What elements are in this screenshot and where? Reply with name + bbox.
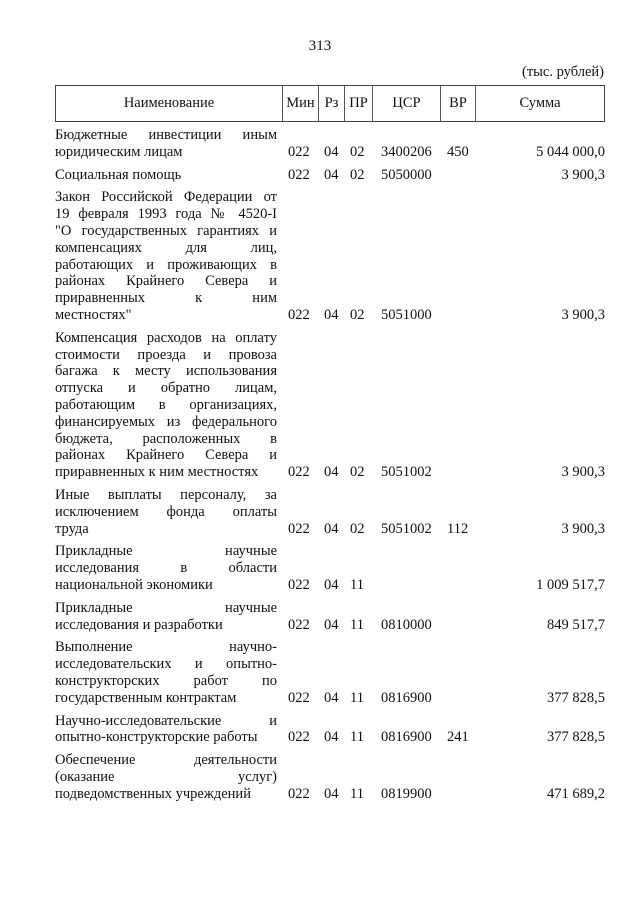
row-rz: 04 [324,689,339,706]
row-vr: 112 [447,520,469,537]
row-name-line: подведомственных учреждений [55,785,251,802]
units-label: (тыс. рублей) [522,64,604,80]
header-rz: Рз [319,86,345,121]
row-name-line: отпуска и обратно лицам, [55,380,277,397]
row-rz: 04 [324,464,339,481]
header-sum: Сумма [519,95,561,111]
row-min: 022 [288,464,310,481]
row-sum: 471 689,2 [547,785,605,802]
row-name-line: районах Крайнего Севера и [55,273,277,290]
row-pr: 11 [350,729,364,746]
row-rz: 04 [324,143,339,160]
table-row [55,486,605,542]
row-csr: 0816900 [381,729,432,746]
row-name-line: компенсациях для лиц, [55,239,277,256]
row-name-line: исключением фонда оплаты [55,503,277,520]
row-name [55,487,277,537]
row-pr: 11 [350,785,364,802]
row-pr: 11 [350,689,364,706]
table-row [55,599,605,639]
header-pr: ПР [345,86,373,121]
header-min: Мин [283,86,319,121]
table-row [55,126,605,166]
header-csr: ЦСР [373,86,441,121]
row-name-line: приравненных к ним местностях [55,464,259,481]
row-name-line: Иные выплаты персоналу, за [55,486,277,503]
table-row [55,329,605,486]
row-name [55,639,277,706]
row-csr: 5050000 [381,166,432,183]
row-name-line: Компенсация расходов на оплату [55,329,277,346]
row-name-line: Прикладные научные [55,543,277,560]
table-row [55,166,605,189]
row-name-line: труда [55,520,89,537]
row-sum: 377 828,5 [547,729,605,746]
row-name-line: Прикладные научные [55,599,277,616]
row-name [55,600,277,634]
row-name-line: "О государственных гарантиях и [55,222,277,239]
row-pr: 11 [350,576,364,593]
row-rz: 04 [324,576,339,593]
row-name-line: исследования и разработки [55,616,223,633]
row-sum: 1 009 517,7 [536,576,605,593]
row-name-line: исследовательских и опытно- [55,656,277,673]
row-rz: 04 [324,520,339,537]
row-name-line: районах Крайнего Севера и [55,447,277,464]
row-name-line: 19 февраля 1993 года № 4520-I [55,206,277,223]
row-name [55,167,277,184]
row-vr: 241 [447,729,469,746]
row-rz: 04 [324,729,339,746]
row-name-line: работающим в организациях, [55,396,277,413]
row-csr: 5051002 [381,520,432,537]
table-row [55,638,605,711]
row-min: 022 [288,785,310,802]
row-name-line: Обеспечение деятельности [55,752,277,769]
row-pr: 11 [350,616,364,633]
row-name-line: Социальная помощь [55,166,182,183]
row-csr: 0816900 [381,689,432,706]
row-vr: 450 [447,143,469,160]
row-sum: 5 044 000,0 [536,143,605,160]
row-name [55,543,277,593]
row-name-line: Выполнение научно- [55,639,277,656]
row-name-line: конструкторских работ по [55,672,277,689]
page-number: 313 [308,38,332,54]
row-min: 022 [288,616,310,633]
row-min: 022 [288,576,310,593]
row-name-line: исследования в области [55,560,277,577]
row-name-line: опытно-конструкторские работы [55,729,258,746]
row-sum: 3 900,3 [561,306,605,323]
row-name-line: местностях" [55,306,132,323]
row-rz: 04 [324,166,339,183]
row-csr: 0810000 [381,616,432,633]
row-name [55,713,277,747]
table-body [55,126,605,807]
row-name-line: юридическим лицам [55,143,183,160]
table-row [55,188,605,328]
row-name-line: государственным контрактам [55,689,237,706]
table-header [55,85,605,122]
table-row [55,712,605,752]
table-row [55,751,605,807]
row-csr: 5051002 [381,464,432,481]
row-name-line: стоимости проезда и провоза [55,346,277,363]
row-name [55,189,277,323]
row-pr: 02 [350,306,365,323]
row-name [55,752,277,802]
row-name-line: работающих и проживающих в [55,256,277,273]
row-rz: 04 [324,785,339,802]
row-name-line: Закон Российской Федерации от [55,189,277,206]
row-name [55,330,277,481]
header-name: Наименование [56,86,283,121]
row-name-line: национальной экономики [55,576,213,593]
row-name-line: приравненных к ним [55,290,277,307]
row-rz: 04 [324,306,339,323]
row-min: 022 [288,166,310,183]
header-vr: ВР [441,86,476,121]
row-min: 022 [288,729,310,746]
row-rz: 04 [324,616,339,633]
row-name-line: Научно-исследовательские и [55,712,277,729]
row-sum: 849 517,7 [547,616,605,633]
row-min: 022 [288,143,310,160]
row-name-line: Бюджетные инвестиции иным [55,127,277,143]
row-csr: 0819900 [381,785,432,802]
row-sum: 377 828,5 [547,689,605,706]
row-name-line: (оказание услуг) [55,768,277,785]
row-min: 022 [288,520,310,537]
row-pr: 02 [350,520,365,537]
row-pr: 02 [350,143,365,160]
table-row [55,542,605,598]
row-csr: 5051000 [381,306,432,323]
row-sum: 3 900,3 [561,166,605,183]
row-sum: 3 900,3 [561,464,605,481]
row-pr: 02 [350,464,365,481]
row-min: 022 [288,306,310,323]
row-min: 022 [288,689,310,706]
row-csr: 3400206 [381,143,432,160]
row-name-line: багажа к месту использования [55,363,277,380]
row-name-line: финансируемых из федерального [55,413,277,430]
row-name [55,127,277,161]
row-sum: 3 900,3 [561,520,605,537]
row-name-line: бюджета, расположенных в [55,430,277,447]
row-pr: 02 [350,166,365,183]
